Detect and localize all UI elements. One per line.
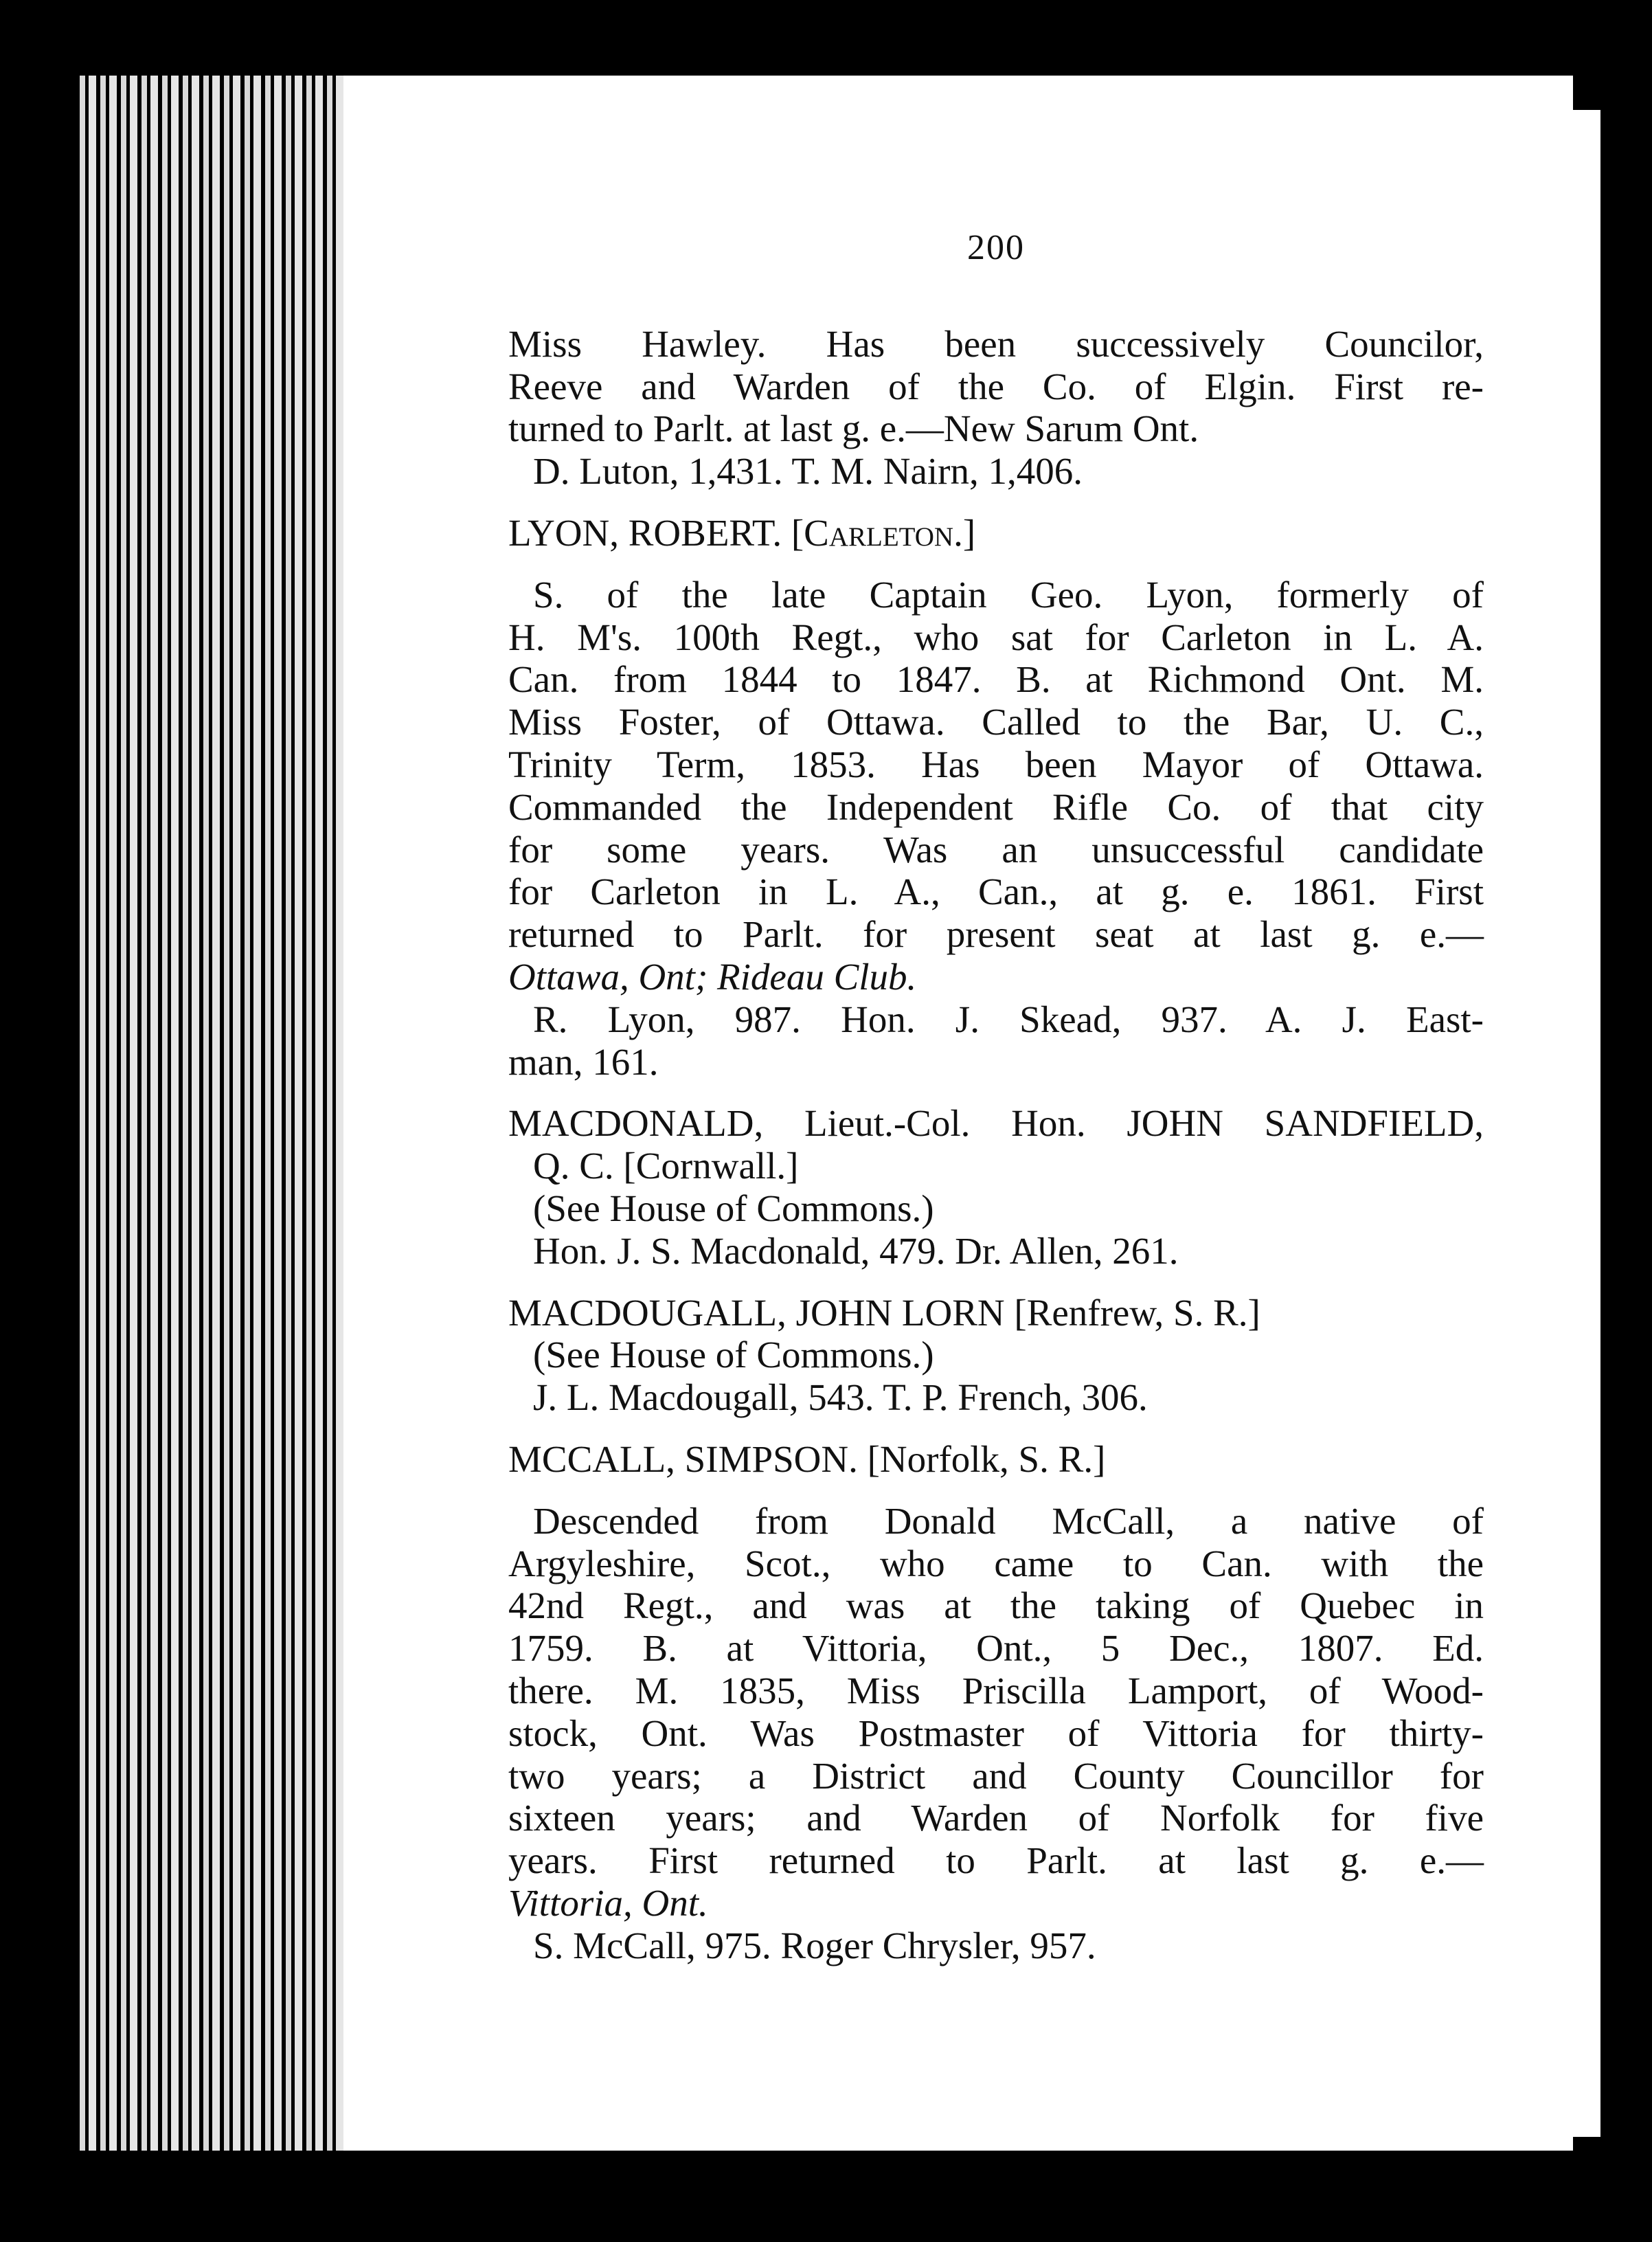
text-line: stock, Ont. Was Postmaster of Vittoria for thirty- (508, 1712, 1484, 1754)
text-line: 1759. B. at Vittoria, Ont., 5 Dec., 1807. Ed. (508, 1627, 1484, 1670)
text-line: (See House of Commons.) (533, 1187, 934, 1229)
election-result: man, 161. (508, 1040, 659, 1083)
election-result: Hon. J. S. Macdonald, 479. Dr. Allen, 261. (533, 1229, 1179, 1272)
text-line: Argyleshire, Scot., who came to Can. with the (508, 1542, 1484, 1584)
entry-heading-mccall: MCCALL, SIMPSON. [Norfolk, S. R.] (508, 1437, 1106, 1480)
election-result: R. Lyon, 987. Hon. J. Skead, 937. A. J. East- (533, 998, 1484, 1040)
text-line: Q. C. [Cornwall.] (533, 1145, 799, 1187)
text-line: Trinity Term, 1853. Has been Mayor of Ottawa. (508, 743, 1484, 785)
text-line: for Carleton in L. A., Can., at g. e. 1861. First (508, 871, 1484, 913)
text-line: 42nd Regt., and was at the taking of Quebec in (508, 1584, 1484, 1627)
entry-heading-lyon: LYON, ROBERT. [Carleton.] (508, 511, 976, 554)
text-line: two years; a District and County Councillor for (508, 1754, 1484, 1797)
election-result: D. Luton, 1,431. T. M. Nairn, 1,406. (533, 450, 1083, 493)
text-line: returned to Parlt. for present seat at last g. e.— (508, 913, 1484, 956)
text-line: Miss Foster, of Ottawa. Called to the Bar, U. C., (508, 701, 1484, 743)
book-gutter (76, 76, 350, 2151)
text-line: Vittoria, Ont. (508, 1881, 708, 1924)
page-edge (1573, 110, 1600, 2137)
page-number: 200 (967, 228, 1025, 267)
text-line: sixteen years; and Warden of Norfolk for five (508, 1797, 1484, 1839)
page-text (508, 227, 1484, 1966)
text-line: for some years. Was an unsuccessful candidate (508, 828, 1484, 871)
text-line: there. M. 1835, Miss Priscilla Lamport, of Wood- (508, 1669, 1484, 1712)
election-result: J. L. Macdougall, 543. T. P. French, 306. (533, 1376, 1148, 1419)
text-line: (See House of Commons.) (533, 1334, 934, 1376)
entry-heading-macdougall: MACDOUGALL, JOHN LORN [Renfrew, S. R.] (508, 1291, 1260, 1334)
entry-heading-macdonald: MACDONALD, Lieut.-Col. Hon. JOHN SANDFIELD, (508, 1102, 1484, 1145)
text-line: H. M's. 100th Regt., who sat for Carleton in L. A. (508, 616, 1484, 658)
text-line: Reeve and Warden of the Co. of Elgin. First re- (508, 365, 1484, 407)
text-line: Can. from 1844 to 1847. B. at Richmond Ont. M. (508, 658, 1484, 701)
text-line: years. First returned to Parlt. at last g. e.— (508, 1839, 1484, 1882)
text-line: Ottawa, Ont; Rideau Club. (508, 955, 917, 998)
election-result: S. McCall, 975. Roger Chrysler, 957. (533, 1924, 1096, 1966)
text-line: turned to Parlt. at last g. e.—New Sarum Ont. (508, 407, 1199, 450)
text-line: Descended from Donald McCall, a native of (533, 1499, 1484, 1542)
text-line: S. of the late Captain Geo. Lyon, formerly of (533, 573, 1484, 616)
text-line: Commanded the Independent Rifle Co. of that city (508, 785, 1484, 828)
text-line: Miss Hawley. Has been successively Councilor, (508, 322, 1484, 365)
book-page (343, 76, 1573, 2151)
